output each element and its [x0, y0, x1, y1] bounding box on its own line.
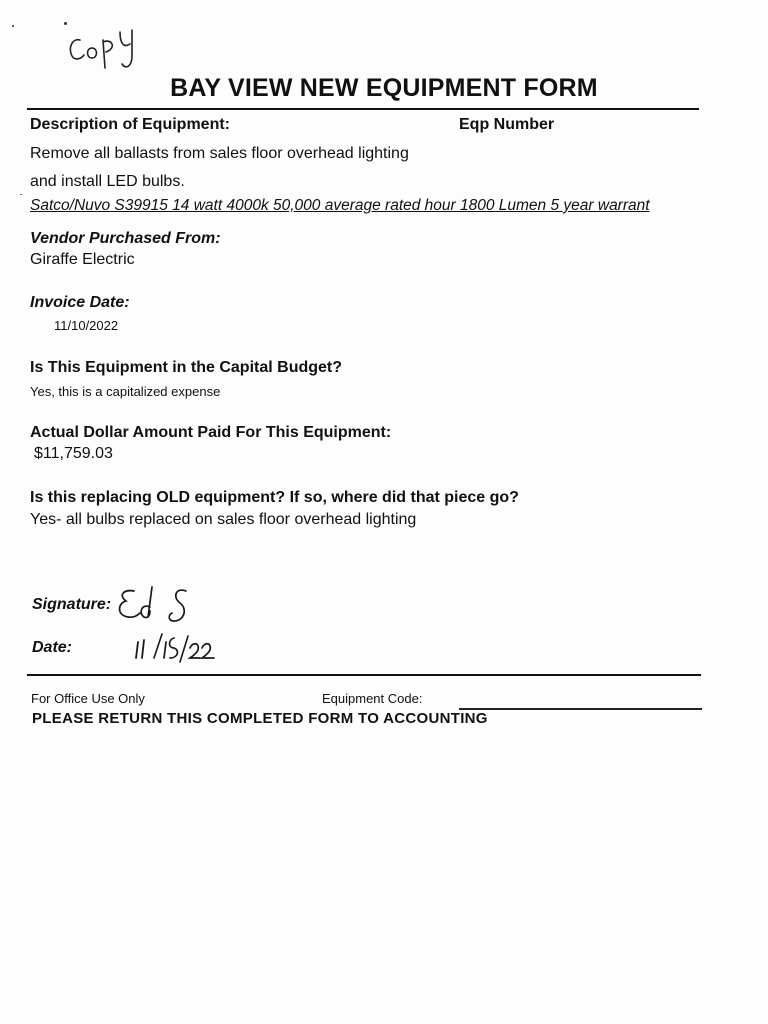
invoice-date-value: 11/10/2022: [54, 318, 119, 333]
date-label: Date:: [32, 639, 73, 656]
handwritten-copy-mark: [62, 26, 142, 76]
replacing-label: Is this replacing OLD equipment? If so, where did that piece go?: [30, 489, 519, 506]
replacing-value: Yes- all bulbs replaced on sales floor overhead lighting: [30, 511, 417, 528]
equipment-code-field-line: [459, 708, 702, 710]
office-use-label: For Office Use Only: [31, 691, 145, 706]
amount-value: $11,759.03: [34, 445, 113, 462]
signature-label: Signature:: [32, 596, 112, 613]
title-divider: [27, 108, 699, 110]
handwritten-signature: [114, 585, 204, 627]
description-line-3: Satco/Nuvo S39915 14 watt 4000k 50,000 average rated hour 1800 Lumen 5 year warrant: [30, 197, 650, 214]
eqp-number-label: Eqp Number: [459, 116, 555, 133]
description-label: Description of Equipment:: [30, 116, 230, 133]
handwritten-date: [130, 628, 220, 670]
equipment-code-label: Equipment Code:: [322, 691, 423, 706]
scan-speck: [20, 194, 22, 195]
form-title: BAY VIEW NEW EQUIPMENT FORM: [170, 74, 598, 102]
vendor-value: Giraffe Electric: [30, 251, 135, 268]
return-instruction: PLEASE RETURN THIS COMPLETED FORM TO ACCOUNTING: [32, 710, 488, 727]
capital-budget-label: Is This Equipment in the Capital Budget?: [30, 359, 343, 376]
capital-budget-value: Yes, this is a capitalized expense: [30, 384, 221, 399]
scan-speck: [64, 22, 67, 25]
scan-speck: [12, 25, 14, 27]
vendor-label: Vendor Purchased From:: [30, 230, 221, 247]
footer-divider: [27, 674, 701, 676]
invoice-date-label: Invoice Date:: [30, 294, 130, 311]
description-line-1: Remove all ballasts from sales floor overhead lighting: [30, 145, 409, 162]
amount-label: Actual Dollar Amount Paid For This Equipment:: [30, 424, 392, 441]
description-line-2: and install LED bulbs.: [30, 173, 185, 190]
